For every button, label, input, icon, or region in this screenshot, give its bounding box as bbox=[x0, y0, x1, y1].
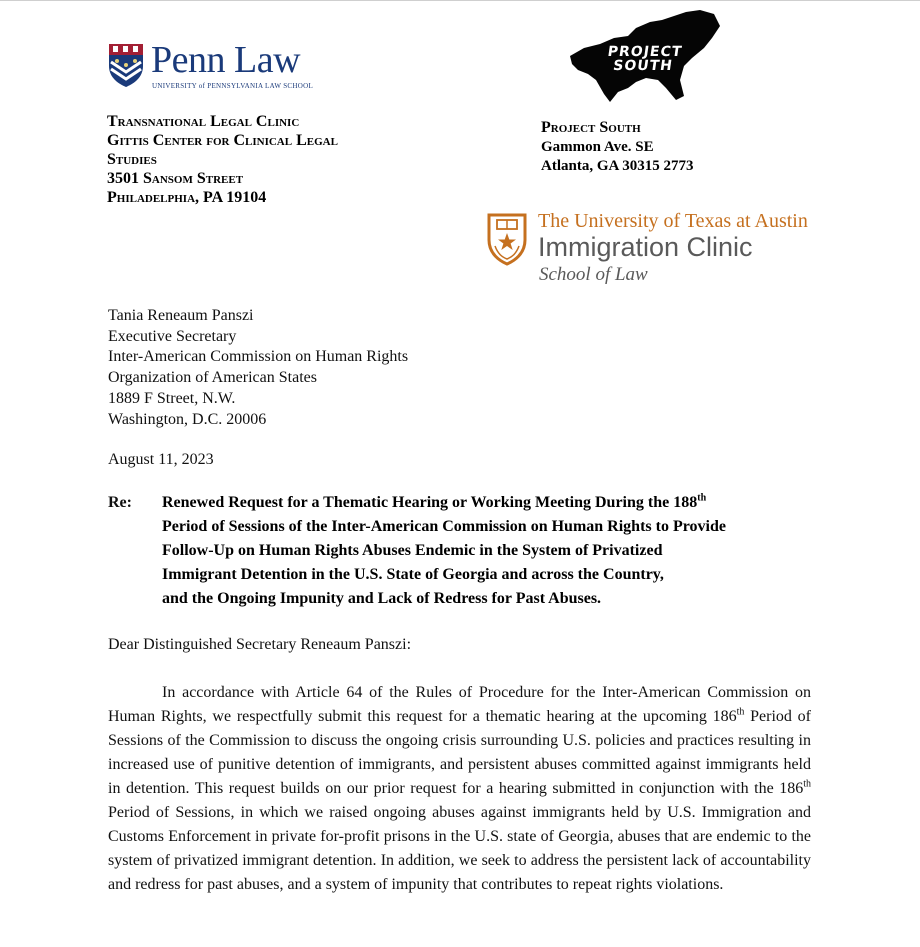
penn-address-block bbox=[107, 112, 407, 207]
recipient-line: Inter-American Commission on Human Rights bbox=[108, 348, 409, 366]
body-paragraph bbox=[108, 681, 811, 897]
recipient-line: Washington, D.C. 20006 bbox=[108, 410, 267, 428]
recipient-line: 1889 F Street, N.W. bbox=[108, 389, 236, 407]
ut-immigration-clinic-logo bbox=[486, 209, 816, 289]
body-superscript: th bbox=[736, 706, 745, 718]
project-south-wordmark-line2: SOUTH bbox=[612, 58, 674, 74]
penn-shield-icon bbox=[107, 42, 145, 88]
ut-school-name: School of Law bbox=[539, 264, 648, 285]
penn-law-subtitle: UNIVERSITY of PENNSYLVANIA LAW SCHOOL bbox=[152, 82, 314, 90]
body-text: Period of Sessions of the Commission to discuss the ongoing crisis surrounding U.S. policies and practices resulting in increased use of punitive detention of immigrants, and persistent abuses committed against immigrants held in detention. This request builds on our prior request for a hearing submitted in conjunction with the 186 bbox=[108, 708, 811, 797]
ut-shield-icon bbox=[486, 212, 528, 266]
re-subject-line: Renewed Request for a Thematic Hearing or Working Meeting During the 188 bbox=[162, 494, 698, 511]
project-south-wordmark-line1: PROJECT bbox=[606, 44, 684, 60]
project-south-logo bbox=[566, 8, 722, 104]
re-subject-line: Follow-Up on Human Rights Abuses Endemic in the System of Privatized bbox=[162, 542, 663, 559]
penn-address-line: Studies bbox=[107, 151, 157, 168]
penn-address-line: Transnational Legal Clinic bbox=[107, 113, 300, 130]
re-subject-superscript: th bbox=[697, 492, 707, 504]
project-south-address-line: Atlanta, GA 30315 2773 bbox=[541, 158, 694, 174]
body-superscript: th bbox=[803, 778, 811, 790]
body-text: In accordance with Article 64 of the Rules of Procedure for the Inter-American Commission on Human Rights, we respectfully submit this request for a thematic hearing at the upcoming 186 bbox=[108, 684, 811, 725]
project-south-address-line: Gammon Ave. SE bbox=[541, 138, 654, 155]
salutation: Dear Distinguished Secretary Reneaum Panszi: bbox=[108, 636, 412, 653]
recipient-line: Tania Reneaum Panszi bbox=[108, 307, 254, 324]
letter-date: August 11, 2023 bbox=[108, 451, 214, 468]
body-text: Period of Sessions, in which we raised ongoing abuses against immigrants held by U.S. Immigration and Customs Enforcement in private for-profit prisons in the U.S. state of Georgia, abuses that are endemic to the system of privatized immigrant detention. In addition, we seek to address the persistent lack of accountability and redress for past abuses, and a system of impunity that contributes to repeat rights violations. bbox=[108, 804, 811, 893]
project-south-address-block bbox=[541, 118, 841, 177]
re-label: Re: bbox=[108, 494, 132, 511]
recipient-line: Executive Secretary bbox=[108, 327, 237, 345]
recipient-block bbox=[108, 306, 608, 430]
re-subject bbox=[162, 491, 822, 611]
penn-law-logo bbox=[107, 39, 317, 94]
penn-address-line: Philadelphia, PA 19104 bbox=[107, 189, 267, 206]
re-subject-line: Period of Sessions of the Inter-American Commission on Human Rights to Provide bbox=[162, 518, 726, 535]
penn-address-line: 3501 Sansom Street bbox=[107, 170, 244, 187]
ut-clinic-name: Immigration Clinic bbox=[538, 232, 753, 262]
recipient-line: Organization of American States bbox=[108, 369, 317, 387]
page-top-border bbox=[0, 0, 920, 1]
project-south-wordmark bbox=[588, 45, 700, 73]
project-south-address-line: Project South bbox=[541, 119, 641, 136]
penn-address-line: Gittis Center for Clinical Legal bbox=[107, 132, 338, 149]
re-subject-line: and the Ongoing Impunity and Lack of Redress for Past Abuses. bbox=[162, 590, 602, 607]
ut-university-name: The University of Texas at Austin bbox=[538, 210, 808, 232]
penn-law-name: Penn Law bbox=[151, 39, 301, 81]
re-subject-line: Immigrant Detention in the U.S. State of Georgia and across the Country, bbox=[162, 566, 664, 583]
